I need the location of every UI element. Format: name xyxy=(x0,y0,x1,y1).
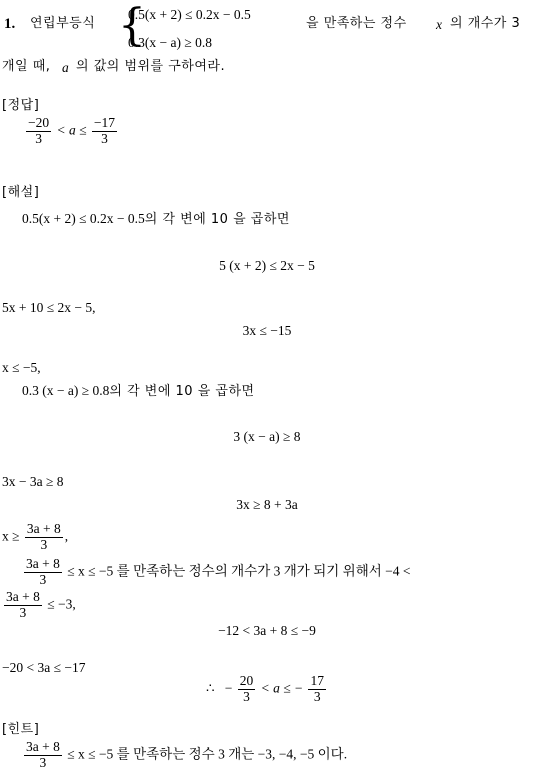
step-12-frac-den: 3 xyxy=(19,604,27,620)
solution-label: [해설] xyxy=(2,185,40,200)
step-15-num-2: 17 xyxy=(310,673,324,688)
step-11-frac-den: 3 xyxy=(39,571,47,587)
step-10-frac-den: 3 xyxy=(40,536,48,552)
hint-frac-den: 3 xyxy=(39,754,47,770)
answer-expression xyxy=(24,116,119,147)
hint-text: ≤ x ≤ −5 를 만족하는 정수 3 개는 −3, −4, −5 이다. xyxy=(67,746,348,762)
solution-step-6 xyxy=(22,383,255,400)
problem-intro: 연립부등식 xyxy=(30,16,96,31)
step-6-text: 의 각 변에 10 을 곱하면 xyxy=(109,384,255,399)
hint-frac-num: 3a + 8 xyxy=(26,739,60,754)
solution-step-4: 3x ≤ −15 xyxy=(242,323,292,338)
answer-lhs-num: −20 xyxy=(28,115,50,130)
problem-line2-b: 의 값의 범위를 구하여라. xyxy=(76,59,226,74)
answer-mid: < a ≤ xyxy=(56,122,87,138)
step-15-minus: − xyxy=(224,680,233,696)
step-15-den-2: 3 xyxy=(313,688,321,704)
answer-rhs-num: −17 xyxy=(93,115,116,130)
hint-text-line xyxy=(22,740,347,771)
problem-line2-var: a xyxy=(62,60,69,75)
step-6-math: 0.3 (x − a) ≥ 0.8 xyxy=(22,383,110,398)
solution-step-1 xyxy=(22,211,290,228)
solution-step-14: −20 < 3a ≤ −17 xyxy=(2,660,86,675)
problem-tail-2: 의 개수가 3 xyxy=(450,16,521,31)
solution-step-9: 3x ≥ 8 + 3a xyxy=(236,497,298,512)
solution-step-15 xyxy=(0,674,534,705)
step-12-frac-num: 3a + 8 xyxy=(6,589,40,604)
solution-step-8: 3x − 3a ≥ 8 xyxy=(2,474,64,489)
step-11-frac-num: 3a + 8 xyxy=(26,556,60,571)
solution-step-2: 5 (x + 2) ≤ 2x − 5 xyxy=(219,258,315,273)
step-10-pre: x ≥ xyxy=(2,528,20,544)
answer-lhs-den: 3 xyxy=(35,130,42,146)
answer-label: [정답] xyxy=(2,98,40,113)
step-10-post: , xyxy=(64,528,69,544)
step-1-math: 0.5(x + 2) ≤ 0.2x − 0.5 xyxy=(22,211,145,226)
therefore-symbol: ∴ xyxy=(206,680,215,696)
step-15-den-1: 3 xyxy=(243,688,250,704)
solution-step-10 xyxy=(2,522,68,553)
solution-step-11 xyxy=(22,557,411,588)
problem-var: x xyxy=(436,17,442,32)
inequality-2: 0.3(x − a) ≥ 0.8 xyxy=(128,35,213,50)
step-10-frac-num: 3a + 8 xyxy=(26,521,61,536)
step-1-text: 의 각 변에 10 을 곱하면 xyxy=(144,212,290,227)
solution-step-12 xyxy=(2,590,76,621)
step-15-num-1: 20 xyxy=(239,673,254,688)
step-15-mid: < a ≤ − xyxy=(260,680,304,696)
problem-tail-1: 을 만족하는 정수 xyxy=(306,16,407,31)
solution-step-3: 5x + 10 ≤ 2x − 5, xyxy=(2,300,96,315)
answer-rhs-den: 3 xyxy=(101,130,108,146)
inequality-1: 0.5(x + 2) ≤ 0.2x − 0.5 xyxy=(128,7,251,22)
hint-label: [힌트] xyxy=(2,722,40,737)
problem-line2-a: 개일 때, xyxy=(2,59,51,74)
step-12-post: ≤ −3, xyxy=(47,596,76,612)
step-11-text: ≤ x ≤ −5 를 만족하는 정수의 개수가 3 개가 되기 위해서 −4 < xyxy=(67,563,411,579)
system-brace: { xyxy=(118,0,146,51)
solution-step-5: x ≤ −5, xyxy=(2,360,41,375)
problem-number: 1. xyxy=(4,16,16,32)
solution-step-13: −12 < 3a + 8 ≤ −9 xyxy=(218,623,316,638)
solution-step-7: 3 (x − a) ≥ 8 xyxy=(233,429,301,444)
